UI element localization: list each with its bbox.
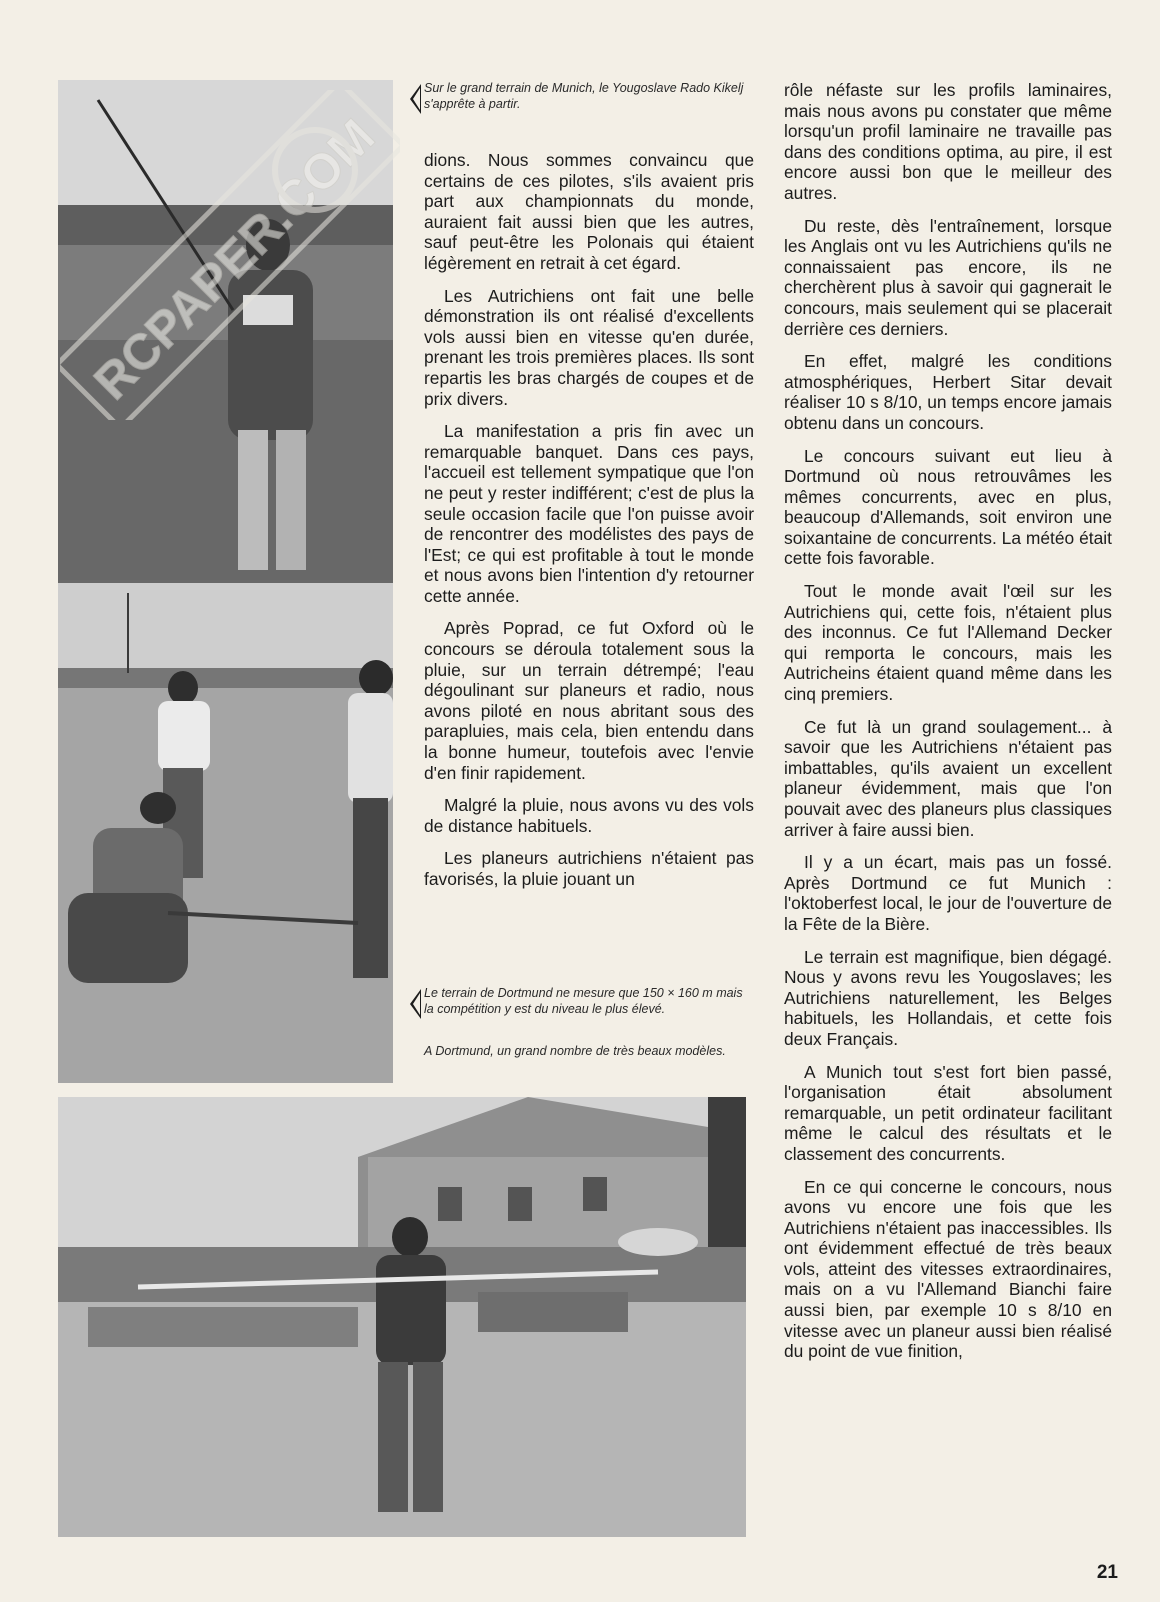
article-paragraph: La manifestation a pris fin avec un remarquable banquet. Dans ces pays, l'accueil est tellement sympatique que l'on ne peut y rester indifférent; c'est de plus la seule occasion facile que l'on puisse avoir de rencontrer des modélistes des pays de l'Est; ce qui est profitable à tout le monde et nous avons bien l'intention d'y retourner cette année. bbox=[424, 421, 754, 606]
article-paragraph: En effet, malgré les conditions atmosphériques, Herbert Sitar devait réaliser 10 s 8/10, un temps encore jamais obtenu dans un concours. bbox=[784, 351, 1112, 433]
watermark-text: RCPAPER.COM bbox=[83, 108, 386, 411]
article-column-1 bbox=[424, 150, 754, 902]
article-paragraph: Les planeurs autrichiens n'étaient pas favorisés, la pluie jouant un bbox=[424, 848, 754, 889]
article-paragraph: A Munich tout s'est fort bien passé, l'organisation était absolument remarquable, un petit ordinateur facilitant même le calcul des résultats et le classement des concurrents. bbox=[784, 1061, 1112, 1164]
photo-dortmund-terrain bbox=[58, 583, 393, 1083]
caption-arrow-icon bbox=[410, 84, 421, 114]
caption-dortmund-models bbox=[424, 1043, 752, 1059]
article-paragraph: Il y a un écart, mais pas un fossé. Après Dortmund ce fut Munich : l'oktoberfest local, le jour de l'ouverture de la Fête de la Bière. bbox=[784, 852, 1112, 934]
article-paragraph: Le terrain est magnifique, bien dégagé. Nous y avons revu les Yougoslaves; les Autrichiens naturellement, les Belges habituels, les Hollandais, et cette fois deux Français. bbox=[784, 946, 1112, 1049]
article-paragraph: Malgré la pluie, nous avons vu des vols de distance habituels. bbox=[424, 795, 754, 836]
caption-munich bbox=[424, 80, 752, 112]
article-paragraph: rôle néfaste sur les profils laminaires, mais nous avons pu constater que même lorsqu'un profil laminaire ne travaille pas dans des conditions optima, au pire, il est encore aussi bon que le meilleur des autres. bbox=[784, 80, 1112, 203]
article-paragraph: dions. Nous sommes convaincu que certains de ces pilotes, s'ils avaient pris part aux championnats du monde, auraient fait aussi bien que les autres, sauf peut-être les Polonais qui étaient légèrement en retrait à cet égard. bbox=[424, 150, 754, 273]
article-paragraph: Du reste, dès l'entraînement, lorsque les Anglais ont vu les Autrichiens qu'ils ne connaissaient pas encore, ils ne cherchèrent plus à savoir qui gagnerait le concours, mais seulement qui se placerait derrière ces derniers. bbox=[784, 215, 1112, 339]
article-paragraph: Ce fut là un grand soulagement... à savoir que les Autrichiens n'étaient pas imbattables, qu'ils avaient un excellent planeur évidemment, mais que l'on pouvait avec des planeurs plus classiques arriver à faire aussi bien. bbox=[784, 716, 1112, 840]
caption-dortmund-models-text: A Dortmund, un grand nombre de très beaux modèles. bbox=[424, 1044, 726, 1058]
rcpaper-watermark bbox=[60, 90, 400, 420]
caption-dortmund-terrain-text: Le terrain de Dortmund ne mesure que 150 × 160 m mais la compétition y est du niveau le plus élevé. bbox=[424, 986, 743, 1016]
caption-munich-text: Sur le grand terrain de Munich, le Yougoslave Rado Kikelj s'apprête à partir. bbox=[424, 81, 744, 111]
caption-arrow-icon bbox=[410, 989, 421, 1019]
photo-dortmund-models bbox=[58, 1097, 746, 1537]
article-paragraph: Le concours suivant eut lieu à Dortmund où nous retrouvâmes les mêmes concurrents, avec en plus, beaucoup d'Allemands, soit environ une soixantaine de concurrents. La météo était cette fois favorable. bbox=[784, 445, 1112, 569]
article-paragraph: Tout le monde avait l'œil sur les Autrichiens qui, cette fois, n'étaient plus des inconnus. Ce fut l'Allemand Decker qui remporta le concours, mais les Autricheins étaient quand même dans les cinq premiers. bbox=[784, 581, 1112, 705]
article-paragraph: Les Autrichiens ont fait une belle démonstration ils ont réalisé d'excellents vols aussi bien en vitesse qu'en durée, prenant les trois premières places. Ils sont repartis les bras chargés de coupes et de prix divers. bbox=[424, 285, 754, 409]
article-paragraph: Après Poprad, ce fut Oxford où le concours se déroula totalement sous la pluie, sur un terrain détrempé; l'eau dégoulinant sur planeurs et radio, nous avons piloté en nous abritant sous des parapluies, mais cela, bien entendu dans la bonne humeur, toutefois avec l'envie d'en finir rapidement. bbox=[424, 618, 754, 783]
caption-dortmund-terrain bbox=[424, 985, 752, 1017]
article-paragraph: En ce qui concerne le concours, nous avons vu encore une fois que les Autrichiens n'étaient pas inaccessibles. Ils ont évidemment effectué de très beaux vols, atteint des vitesses extraordinaires, mais on a vu l'Allemand Bianchi faire aussi bien, par exemple 10 s 8/10 en vitesse avec un planeur aussi bien réalisé du point de vue finition, bbox=[784, 1176, 1112, 1362]
article-column-2 bbox=[784, 80, 1112, 1374]
page-number: 21 bbox=[1096, 1562, 1118, 1583]
